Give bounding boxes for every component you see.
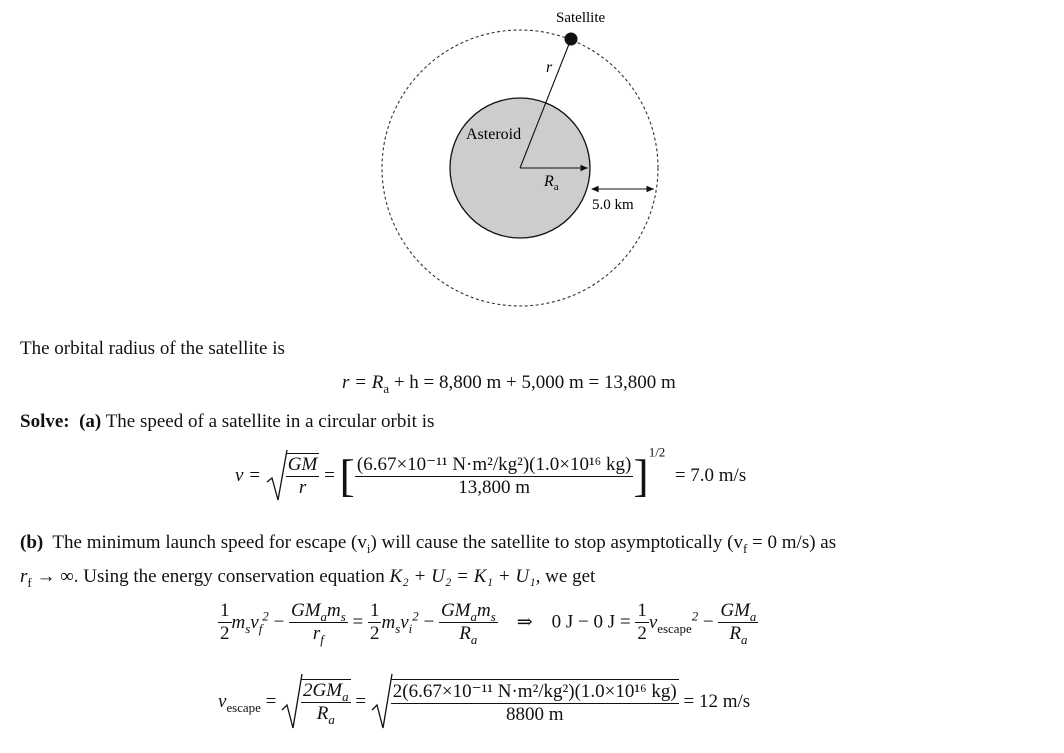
- r-label: r: [546, 59, 553, 76]
- orbital-radius-equation: $r = R_a + h = 8,800$ m + 5,000 m = 13,800 m: [342, 372, 676, 396]
- satellite-dot: [565, 33, 578, 46]
- part-b-line1: (b) The minimum launch speed for escape $(v_i)$ will cause the satellite to stop asymptotically ($v_f = 0$ m/s) as: [20, 532, 837, 556]
- intro-text: The orbital radius of the satellite is: [20, 338, 285, 359]
- satellite-label: Satellite: [556, 10, 606, 26]
- escape-speed-equation: $v_{escape}$ = $\frac{2GM_a}{R_a}$ = $\frac{\text{2(6.67×10⁻¹¹ N·m²/kg²)(1.0×10¹⁶ kg)}}{8800 m}$ = 12 m/s: [218, 672, 750, 732]
- energy-equation: $\frac{1}{2}$ $m_sv_f^2$ − $\frac{GM_am_s}{r_f}$ = $\frac{1}{2}$ $m_sv_i^2$ − $\frac{GM_am_s}{R_a}$ ⇒ 0 J − 0 J = $\frac{1}{2}$ $v_{escape}^2$ − $\frac{GM_a}{R_a}$: [220, 600, 757, 647]
- distance-label: 5.0 km: [592, 197, 634, 213]
- solve-part-a: Solve: (a) The speed of a satellite in a circular orbit is: [20, 411, 435, 432]
- part-b-line2: $r_f$ → ∞. Using the energy conservation equation K₂ + U₂ = K₁ + U₁, we get: [20, 566, 596, 590]
- orbit-diagram: [0, 0, 1064, 320]
- asteroid-label: Asteroid: [466, 126, 522, 143]
- ra-label: $R_a$: [544, 173, 559, 193]
- orbital-speed-equation: v = $\frac{GM}{r}$ = [ $\frac{\text{(6.67×10⁻¹¹ N·m²/kg²)(1.0×10¹⁶ kg)}}{13,800 m}$ ]$^{1/2}$ = 7.0 m/s: [235, 444, 747, 501]
